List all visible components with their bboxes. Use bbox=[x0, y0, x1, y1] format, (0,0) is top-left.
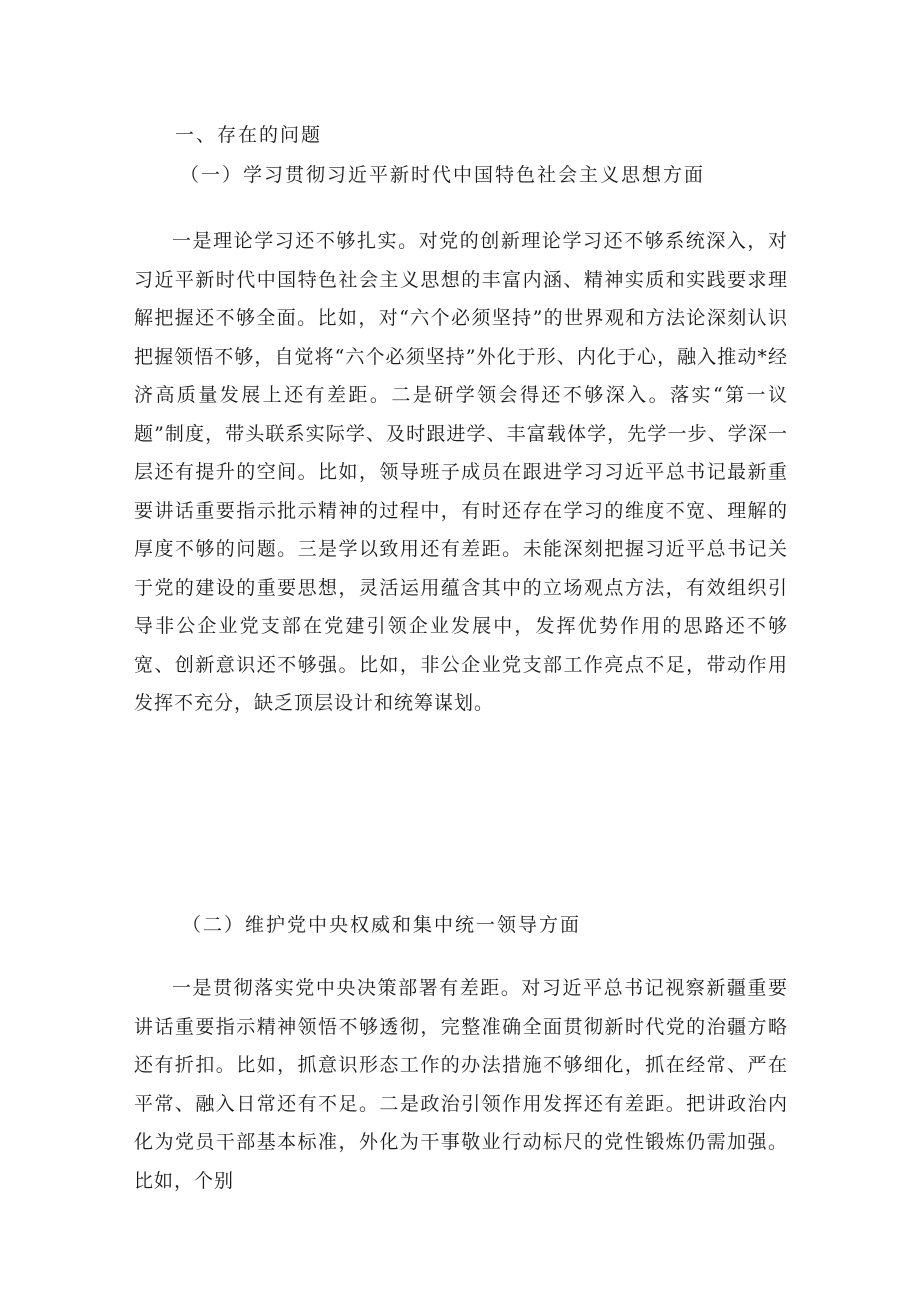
section-title: 一、存在的问题 bbox=[175, 124, 323, 146]
subsection-2-body: 一是贯彻落实党中央决策部署有差距。对习近平总书记视察新疆重要讲话重要指示精神领悟不够透彻，完整准确全面贯彻新时代党的治疆方略还有折扣。比如，抓意识形态工作的办法措施不够细化，抓在经常、严在平常、融入日常还有不足。二是政治引领作用发挥还有差距。把讲政治内化为党员干部基本标准，外化为干事敬业行动标尺的党性锻炼仍需加强。比如，个别 bbox=[134, 977, 788, 1192]
subsection-1-body: 一是理论学习还不够扎实。对党的创新理论学习还不够系统深入，对习近平新时代中国特色社会主义思想的丰富内涵、精神实质和实践要求理解把握还不够全面。比如，对“六个必须坚持”的世界观和方法论深刻认识把握领悟不够，自觉将“六个必须坚持”外化于形、内化于心，融入推动*经济高质量发展上还有差距。二是研学领会得还不够深入。落实“第一议题”制度，带头联系实际学、及时跟进学、丰富载体学，先学一步、学深一层还有提升的空间。比如，领导班子成员在跟进学习习近平总书记最新重要讲话重要指示批示精神的过程中，有时还存在学习的维度不宽、理解的厚度不够的问题。三是学以致用还有差距。未能深刻把握习近平总书记关于党的建设的重要思想，灵活运用蕴含其中的立场观点方法，有效组织引导非公企业党支部在党建引领企业发展中，发挥优势作用的思路还不够宽、创新意识还不够强。比如，非公企业党支部工作亮点不足，带动作用发挥不充分，缺乏顶层设计和统筹谋划。 bbox=[134, 230, 788, 714]
subsection-2-title: （二）维护党中央权威和集中统一领导方面 bbox=[182, 914, 582, 936]
subsection-1-title: （一）学习贯彻习近平新时代中国特色社会主义思想方面 bbox=[180, 164, 706, 186]
